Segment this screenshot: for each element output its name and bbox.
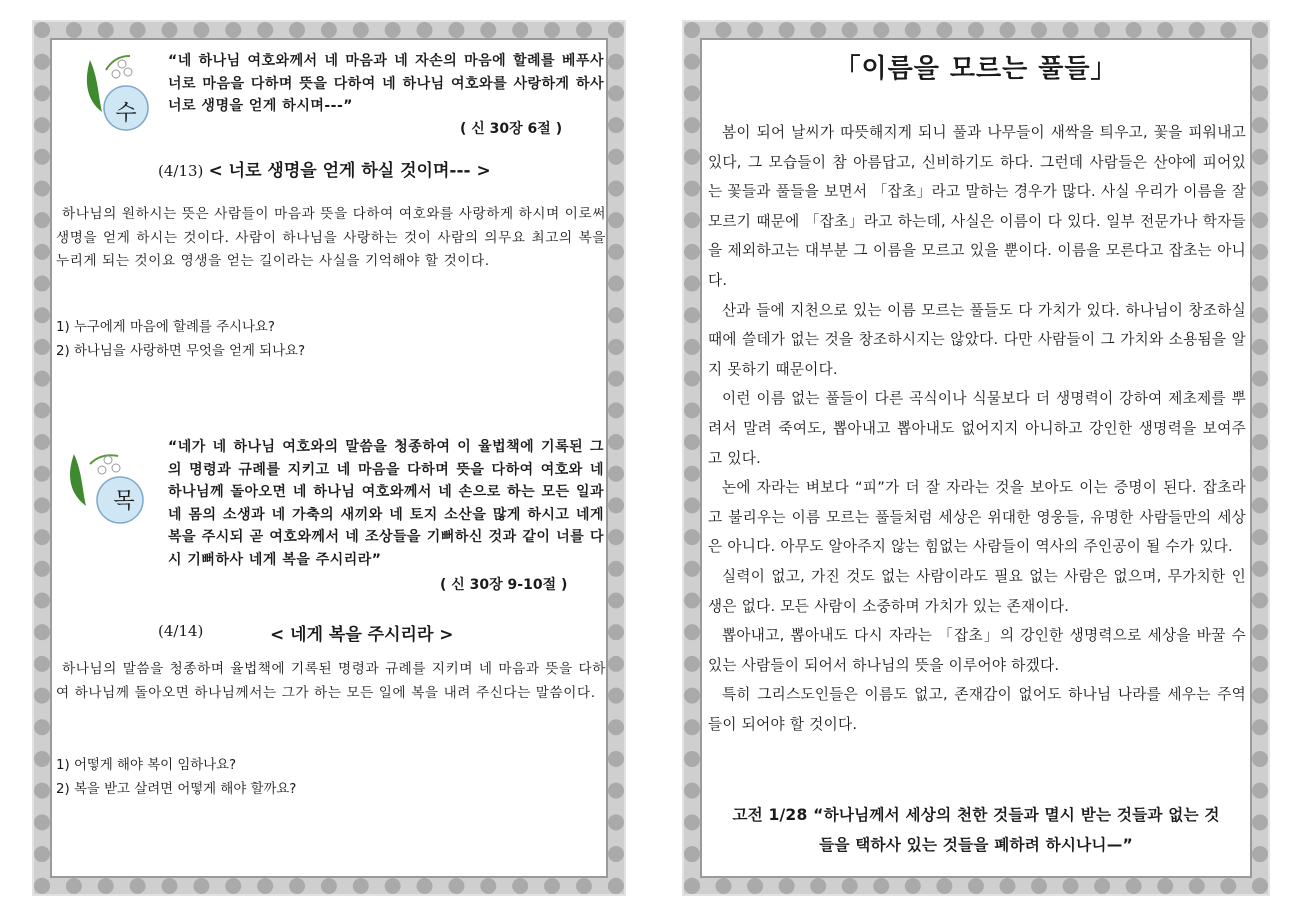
article-paragraph: 뽑아내고, 뽑아내도 다시 자라는 「잡초」의 강인한 생명력으로 세상을 바꿀 수 있는 사람들이 되어서 하나님의 뜻을 이루어야 하겠다. <box>708 627 1246 674</box>
verse-text: “네 하나님 여호와께서 네 마음과 네 자손의 마음에 할례를 베푸사 너로 마음을 다하며 뜻을 다하여 네 하나님 여호와를 사랑하게 하사 너로 생명을 얻게 하시며---” <box>168 53 604 115</box>
right-page <box>684 22 1268 894</box>
article-body <box>708 118 1246 739</box>
article-title: 「이름을 모르는 풀들」 <box>834 54 1118 84</box>
question-2: 2) 복을 받고 살려면 어떻게 해야 할까요? <box>56 782 297 797</box>
article-paragraph: 실력이 없고, 가진 것도 없는 사람이라도 필요 없는 사람은 없으며, 무가치한 인생은 없다. 모든 사람이 소중하며 가치가 있는 존재이다. <box>708 567 1246 615</box>
closing-verse <box>700 800 1252 860</box>
article-paragraph: 봄이 되어 날씨가 따뜻해지게 되니 풀과 나무들이 새싹을 틔우고, 꽃을 피워내고 있다, 그 모습들이 참 아름답고, 신비하기도 하다. 그런데 사람들은 산야에 피어있는 꽃들과 풀들을 보면서 「잡초」라고 말하는 경우가 많다. 사실 우리가 이름을 잘 모르기 때문에 「잡초」라고 하는데, 사실은 이름이 다 있다. 일부 전문가나 학자들을 제외하고는 대부분 그 이름을 모르고 있을 뿐이다. 이름을 모른다고 잡초는 아니다. <box>708 124 1246 289</box>
question-1: 1) 누구에게 마음에 할례를 주시나요? <box>56 320 275 335</box>
devotion-date: (4/14) <box>158 622 204 640</box>
article-paragraph: 특히 그리스도인들은 이름도 없고, 존재감이 없어도 하나님 나라를 세우는 주역들이 되어야 할 것이다. <box>708 686 1246 733</box>
devotion-paragraph: 하나님의 말씀을 청종하며 율법책에 기록된 명령과 규례를 지키며 네 마음과 뜻을 다하여 하나님께 돌아오면 하나님께서는 그가 하는 모든 일에 복을 내려 주신다는 말씀이다. <box>56 661 606 701</box>
closing-verse-line-2: 들을 택하사 있는 것들을 폐하려 하시나니—” <box>819 836 1133 854</box>
article-paragraph: 논에 자라는 벼보다 “피”가 더 잘 자라는 것을 보아도 이는 증명이 된다. 잡초라고 불리우는 이름 모르는 풀들처럼 세상은 위대한 영웅들, 유명한 사람들만의 세상은 아니다. 아무도 알아주지 않는 힘없는 사람들이 역사의 주인공이 될 수가 있다. <box>708 479 1246 556</box>
left-page <box>34 22 624 894</box>
devotion-heading <box>158 156 491 181</box>
question-1: 1) 어떻게 해야 복이 임하나요? <box>56 758 237 773</box>
verse-reference: ( 신 30장 9-10절 ) <box>440 577 568 593</box>
verse-text: “네가 네 하나님 여호와의 말씀을 청종하여 이 율법책에 기록된 그의 명령과 규례를 지키고 네 마음을 다하며 뜻을 다하여 여호와 네 하나님께 돌아오면 네 하나님 여호와께서 네 손으로 하는 모든 일과 네 몸의 소생과 네 가축의 새끼와 네 토지 소산을 많게 하시고 네게 복을 주시되 곧 여호와께서 네 조상들을 기뻐하신 것과 같이 너를 다시 기뻐하사 네게 복을 주시리라” <box>168 439 604 568</box>
article-paragraph: 산과 들에 지천으로 있는 이름 모르는 풀들도 다 가치가 있다. 하나님이 창조하실 때에 쓸데가 없는 것을 창조하시지는 않았다. 다만 사람들이 그 가치와 소용됨을 알지 못하기 때문이다. <box>708 301 1246 378</box>
devotion-title: < 네게 복을 주시리라 > <box>270 625 454 645</box>
devotion-title: < 너로 생명을 얻게 하실 것이며--- > <box>208 161 491 181</box>
question-2: 2) 하나님을 사랑하면 무엇을 얻게 되나요? <box>56 344 306 359</box>
emblem-character: 수 <box>115 101 137 126</box>
emblem-character: 목 <box>113 489 135 514</box>
article-paragraph: 이런 이름 없는 풀들이 다른 곡식이나 식물보다 더 생명력이 강하여 제초제를 뿌려서 말려 죽여도, 뽑아내고 뽑아내도 없어지지 아니하고 강인한 생명력을 보여주고 있다. <box>708 390 1246 467</box>
closing-verse-line-1: 고전 1/28 “하나님께서 세상의 천한 것들과 멸시 받는 것들과 없는 것 <box>732 806 1220 824</box>
devotion-paragraph: 하나님의 원하시는 뜻은 사람들이 마음과 뜻을 다하여 여호와를 사랑하게 하시며 이로써 생명을 얻게 하시는 것이다. 사람이 하나님을 사랑하는 것이 사람의 의무요 최고의 복을 누리게 되는 것이요 영생을 얻는 길이라는 사실을 기억해야 할 것이다. <box>56 206 606 269</box>
devotion-date: (4/13) <box>158 162 204 180</box>
verse-reference: ( 신 30장 6절 ) <box>460 121 563 137</box>
